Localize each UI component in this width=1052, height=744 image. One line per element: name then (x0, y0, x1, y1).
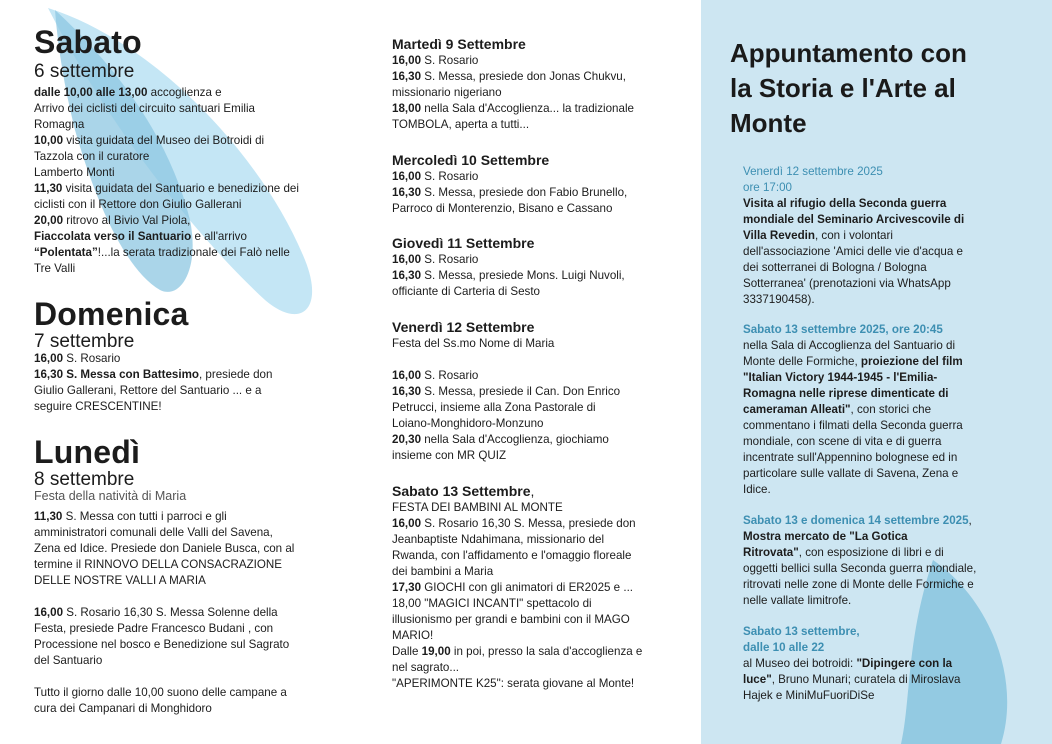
text-line: cura dei Campanari di Monghidoro (34, 702, 212, 715)
monday-section (34, 436, 294, 717)
text-line: 16,30 S. Messa, presiede il Can. Don Enrico (392, 385, 621, 398)
event-1-line: 3337190458). (743, 293, 815, 306)
event-1-bold-1: Visita al rifugio della Seconda guerra (743, 197, 947, 210)
event-1-line: dell'associazione 'Amici delle vie d'acqua e (743, 245, 963, 258)
event-4-line: al Museo dei botroidi: "Dipingere con la (743, 657, 953, 670)
event-1-date: Venerdì 12 settembre 2025 (743, 165, 883, 178)
text-line: missionario nigeriano (392, 86, 502, 99)
text-line: 16,30 S. Messa, presiede don Jonas Chukvu, (392, 70, 626, 83)
saturday13-section (392, 482, 642, 692)
text-line: Parroco di Monterenzio, Bisano e Cassano (392, 202, 613, 215)
saturday-date: 6 settembre (34, 61, 135, 82)
event-3-bold: Mostra mercato de "La Gotica (743, 530, 908, 543)
text-line: Arrivo dei ciclisti del circuito santuari Emilia (34, 102, 255, 115)
text-line: officiante di Carteria di Sesto (392, 285, 541, 298)
text-line: illusionismo per grandi e bambini con il MAGO (392, 613, 630, 626)
event-3-line: ritrovati nelle zone di Monte delle Formiche e (743, 578, 974, 591)
tuesday-heading: Martedì 9 Settembre (392, 36, 526, 52)
event-1-time: ore 17:00 (743, 181, 792, 194)
text-line: ciclisti con il Rettore don Giulio Gallerani (34, 198, 242, 211)
event-2-line: Monte delle Formiche, proiezione del film (743, 355, 963, 368)
text-line (392, 352, 620, 368)
tuesday-lines (392, 53, 634, 133)
text-line: 16,00 S. Rosario (392, 54, 479, 67)
text-line: Tre Valli (34, 262, 76, 275)
thursday-heading: Giovedì 11 Settembre (392, 235, 535, 251)
saturday-heading: Sabato (34, 24, 142, 60)
text-line: Zena ed Idice. Presiede don Daniele Busca, con al (34, 542, 295, 555)
right-title-line-3: Monte (730, 108, 807, 138)
text-line (34, 589, 294, 605)
saturday-lines (34, 85, 299, 277)
text-line: Lamberto Monti (34, 166, 115, 179)
text-line: "APERIMONTE K25": serata giovane al Monte! (392, 677, 635, 690)
text-line: termine il RINNOVO DELLA CONSACRAZIONE (34, 558, 283, 571)
monday-heading: Lunedì (34, 434, 141, 470)
text-line: dei bambini a Maria (392, 565, 494, 578)
wednesday-heading: Mercoledì 10 Settembre (392, 152, 550, 168)
text-line: Tazzola con il curatore (34, 150, 150, 163)
text-line: 18,00 nella Sala d'Accoglienza... la tradizionale (392, 102, 634, 115)
friday-heading: Venerdì 12 Settembre (392, 319, 535, 335)
thursday-section (392, 234, 625, 300)
text-line: Festa del Ss.mo Nome di Maria (392, 337, 555, 350)
saturday13-lines (392, 500, 642, 692)
text-line: 16,30 S. Messa, presiede Mons. Luigi Nuvoli, (392, 269, 625, 282)
text-line: Giulio Gallerani, Rettore del Santuario ... e a (34, 384, 262, 397)
text-line: 16,30 S. Messa con Battesimo, presiede don (34, 368, 273, 381)
text-line: TOMBOLA, aperta a tutti... (392, 118, 530, 131)
text-line: FESTA DEI BAMBINI AL MONTE (392, 501, 563, 514)
text-line: Romagna (34, 118, 85, 131)
event-2-line: Idice. (743, 483, 771, 496)
text-line: 20,00 ritrovo al Bivio Val Piola, (34, 214, 191, 227)
event-3-line: oggetti bellici sulla Seconda guerra mondiale, (743, 562, 977, 575)
event-2-date: Sabato 13 settembre 2025, ore 20:45 (743, 323, 943, 336)
text-line: 16,00 S. Rosario (392, 170, 479, 183)
event-3-date: Sabato 13 e domenica 14 settembre 2025, (743, 514, 972, 527)
thursday-lines (392, 252, 625, 300)
text-line: Jeanbaptiste Ndahimana, missionario del (392, 533, 605, 546)
text-line: Dalle 19,00 in poi, presso la sala d'accoglienza e (392, 645, 643, 658)
event-3-line: Ritrovata", con esposizione di libri e di (743, 546, 944, 559)
text-line: 16,00 S. Rosario (392, 253, 479, 266)
text-line: DELLE NOSTRE VALLI A MARIA (34, 574, 206, 587)
event-4-date: Sabato 13 settembre, (743, 625, 860, 638)
text-line: Fiaccolata verso il Santuario e all'arrivo (34, 230, 247, 243)
event-2 (743, 322, 1011, 498)
event-1-line: Sotterranea' (prenotazioni via WhatsApp (743, 277, 951, 290)
text-line: Loiano-Monghidoro-Monzuno (392, 417, 544, 430)
wednesday-section (392, 151, 627, 217)
friday-lines (392, 336, 620, 464)
friday-section (392, 318, 620, 464)
sunday-section (34, 298, 272, 415)
text-line (34, 669, 294, 685)
text-line: Festa, presiede Padre Francesco Budani , con (34, 622, 274, 635)
event-1 (743, 164, 1011, 308)
text-line: 16,00 S. Rosario 16,30 S. Messa, presiede don (392, 517, 636, 530)
text-line: 16,30 S. Messa, presiede don Fabio Brunello, (392, 186, 628, 199)
text-line: 18,00 "MAGICI INCANTI" spettacolo di (392, 597, 592, 610)
event-3 (743, 513, 1043, 609)
text-line: 11,30 visita guidata del Santuario e benedizione dei (34, 182, 299, 195)
wednesday-lines (392, 169, 627, 217)
text-line: insieme con MR QUIZ (392, 449, 507, 462)
text-line: del Santuario (34, 654, 103, 667)
sunday-date: 7 settembre (34, 331, 135, 352)
text-line: 16,00 S. Rosario (34, 352, 121, 365)
event-2-line: nella Sala di Accoglienza del Santuario di (743, 339, 956, 352)
event-4-line: Hajek e MiniMuFuoriDiSe (743, 689, 875, 702)
monday-lines (34, 509, 294, 717)
text-line: 20,30 nella Sala d'Accoglienza, giochiamo (392, 433, 609, 446)
saturday-section (34, 26, 299, 277)
text-line: “Polentata”!...la serata tradizionale dei Falò nelle (34, 246, 290, 259)
column-right (701, 0, 1052, 744)
event-2-line: mondiale, con scene di vita e di guerra (743, 435, 942, 448)
text-line: amministratori comunali delle Valli del Savena, (34, 526, 273, 539)
event-2-line: commentano i filmati della Seconda guerra (743, 419, 963, 432)
text-line: Petrucci, insieme alla Zona Pastorale di (392, 401, 596, 414)
text-line: 16,00 S. Rosario (392, 369, 479, 382)
event-1-line: dei sotterranei di Bologna / Bologna (743, 261, 927, 274)
text-line: MARIO! (392, 629, 434, 642)
tuesday-section (392, 35, 634, 133)
event-1-bold-3: Villa Revedin, con i volontari (743, 229, 893, 242)
sunday-lines (34, 351, 272, 415)
text-line: seguire CRESCENTINE! (34, 400, 162, 413)
text-line: 16,00 S. Rosario 16,30 S. Messa Solenne della (34, 606, 278, 619)
event-2-bold: "Italian Victory 1944-1945 - l'Emilia- (743, 371, 938, 384)
text-line: dalle 10,00 alle 13,00 accoglienza e (34, 86, 222, 99)
event-2-bold: Romagna nelle riprese dimenticate di (743, 387, 949, 400)
sunday-heading: Domenica (34, 296, 189, 332)
text-line: 11,30 S. Messa con tutti i parroci e gli (34, 510, 227, 523)
right-title-line-1: Appuntamento con (730, 38, 967, 68)
event-4-time: dalle 10 alle 22 (743, 641, 825, 654)
text-line: 10,00 visita guidata del Museo dei Botroidi di (34, 134, 265, 147)
event-1-bold-2: mondiale del Seminario Arcivescovile di (743, 213, 965, 226)
event-2-line: cameraman Alleati", con storici che (743, 403, 932, 416)
right-title (730, 36, 1030, 141)
right-title-line-2: la Storia e l'Arte al (730, 73, 956, 103)
event-2-line: incentrate sull'Appennino bolognese ed in (743, 451, 958, 464)
monday-subtitle: Festa della natività di Maria (34, 489, 187, 503)
event-4 (743, 624, 1011, 704)
event-4-line: luce", Bruno Munari; curatela di Miroslava (743, 673, 961, 686)
text-line: 17,30 GIOCHI con gli animatori di ER2025 e ... (392, 581, 634, 594)
text-line: Tutto il giorno dalle 10,00 suono delle campane a (34, 686, 287, 699)
event-2-line: particolare sulle vallate di Savena, Zena e (743, 467, 959, 480)
text-line: Rwanda, con l'affidamento e l'omaggio floreale (392, 549, 632, 562)
monday-date: 8 settembre (34, 469, 135, 490)
event-3-line: nelle vallate limitrofe. (743, 594, 852, 607)
text-line: Processione nel bosco e Benedizione sul Sagrato (34, 638, 290, 651)
text-line: nel sagrato... (392, 661, 460, 674)
saturday13-heading: Sabato 13 Settembre, (392, 483, 535, 499)
